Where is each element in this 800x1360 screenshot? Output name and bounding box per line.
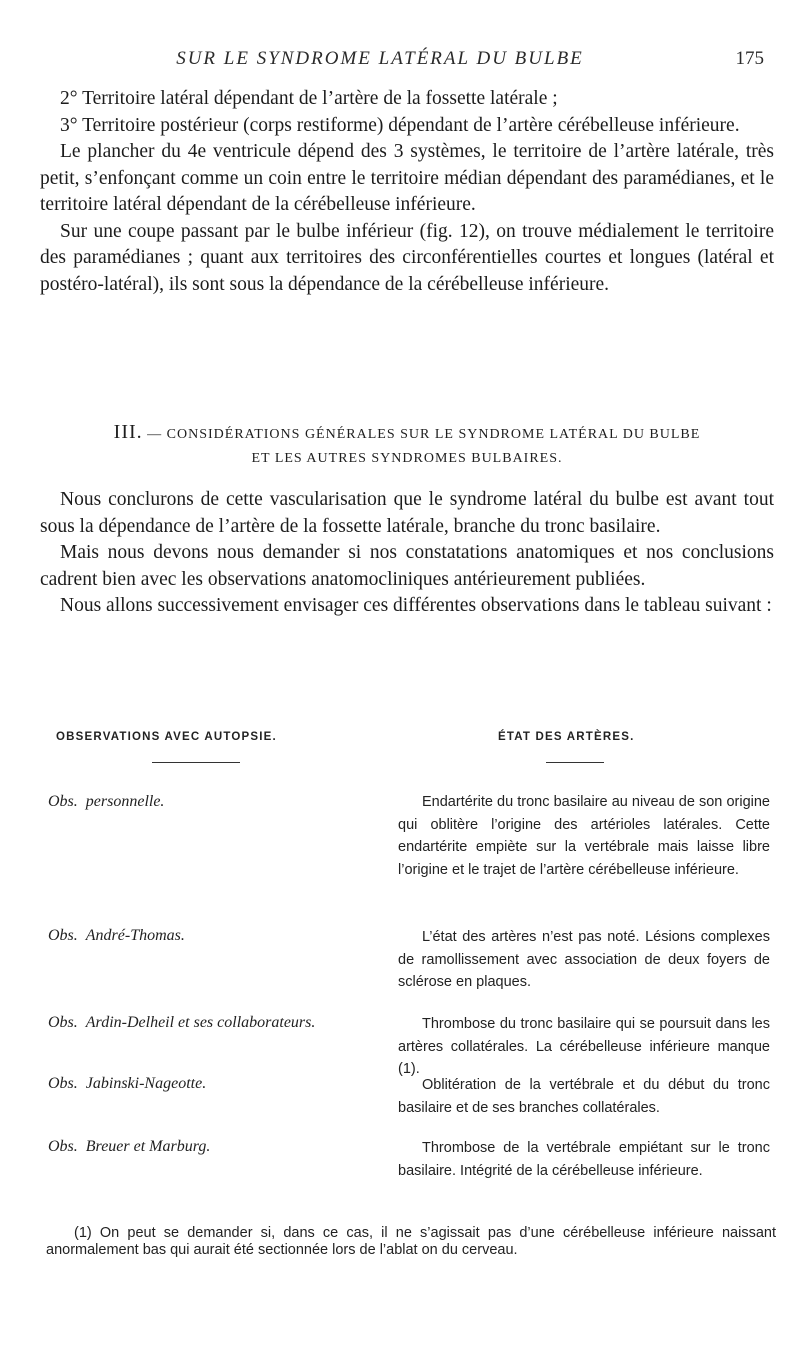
table-row-state [398,791,770,881]
paragraph: Sur une coupe passant par le bulbe inférieur (fig. 12), on trouve médialement le territoire des paramédianes ; quant aux territoires des circonférentielles courtes et longues (latéral et postéro-latéral), ils sont sous la dépendance de la cérébelleuse inférieure. [40,220,774,295]
paragraph: Nous conclurons de cette vascularisation que le syndrome latéral du bulbe est avant tout sous la dépendance de l’artère de la fossette latérale, branche du tronc basilaire. [40,489,774,537]
obs-abbr: Obs. [48,927,78,944]
table-row-label [48,1138,210,1156]
intro-text [40,86,774,298]
artery-state: Endartérite du tronc basilaire au niveau de son origine qui oblitère l’origine des artérioles latérales. Cette endartérite empiète sur la vertébrale mais laisse libre l’origine et le trajet de l’artère cérébelleuse inférieure. [398,794,770,878]
section-number: III. [113,421,143,443]
table-row-state [398,926,770,994]
obs-source: André-Thomas. [85,927,185,944]
footnote-text: (1) On peut se demander si, dans ce cas, il ne s’agissait pas d’une cérébelleuse inférieure naissant anormalement bas qui aurait été sectionnée lors de l’ablat on du cerveau. [46,1225,776,1258]
header-rule [546,762,604,763]
table-row-state [398,1074,770,1119]
obs-source: Ardin-Delheil et ses collaborateurs. [85,1014,316,1031]
discussion-text [40,487,774,620]
table-header-arteries: ÉTAT DES ARTÈRES. [498,731,635,743]
table-row-label [48,793,164,811]
table-row-label [48,1014,315,1032]
running-header [0,48,800,70]
section-title-line-1: — CONSIDÉRATIONS GÉNÉRALES SUR LE SYNDROME LATÉRAL DU BULBE [147,427,701,442]
section-title-line-2: ET LES AUTRES SYNDROMES BULBAIRES. [251,451,563,466]
obs-source: Jabinski-Nageotte. [85,1075,207,1092]
paragraph: 2° Territoire latéral dépendant de l’artère de la fossette latérale ; [60,88,558,109]
paragraph: Le plancher du 4e ventricule dépend des 3 systèmes, le territoire de l’artère latérale, très petit, s’enfonçant comme un coin entre le territoire médian dépendant des paramédianes, et le territoire latéral dépendant de la cérébelleuse inférieure. [40,141,774,215]
section-heading [40,420,774,471]
table-row-state [398,1013,770,1081]
artery-state: Thrombose du tronc basilaire qui se poursuit dans les artères collatérales. La cérébelleuse inférieure manque (1). [398,1016,770,1078]
footnote [46,1225,776,1259]
paragraph: 3° Territoire postérieur (corps restiforme) dépendant de l’artère cérébelleuse inférieure. [60,114,740,136]
artery-state: Oblitération de la vertébrale et du début du tronc basilaire et de ses branches collatérales. [398,1077,770,1116]
header-rule [152,762,240,763]
obs-abbr: Obs. [48,1075,78,1092]
artery-state: Thrombose de la vertébrale empiétant sur le tronc basilaire. Intégrité de la cérébelleuse inférieure. [398,1140,770,1179]
table-row-state [398,1137,770,1182]
table-header-observations: OBSERVATIONS AVEC AUTOPSIE. [56,731,277,743]
obs-abbr: Obs. [48,1138,78,1155]
table-row-label [48,1075,206,1093]
page-number: 175 [735,48,764,69]
obs-source: Breuer et Marburg. [85,1138,211,1155]
table-row-label [48,927,185,945]
artery-state: L’état des artères n’est pas noté. Lésions complexes de ramollissement avec association de deux foyers de sclérose en plaques. [398,929,770,991]
paragraph: Nous allons successivement envisager ces différentes observations dans le tableau suivant : [60,595,772,616]
obs-abbr: Obs. [48,793,78,810]
paragraph: Mais nous devons nous demander si nos constatations anatomiques et nos conclusions cadrent bien avec les observations anatomocliniques antérieurement publiées. [40,542,774,590]
obs-source: personnelle. [85,793,165,810]
running-title: SUR LE SYNDROME LATÉRAL DU BULBE [176,48,584,69]
obs-abbr: Obs. [48,1014,78,1031]
